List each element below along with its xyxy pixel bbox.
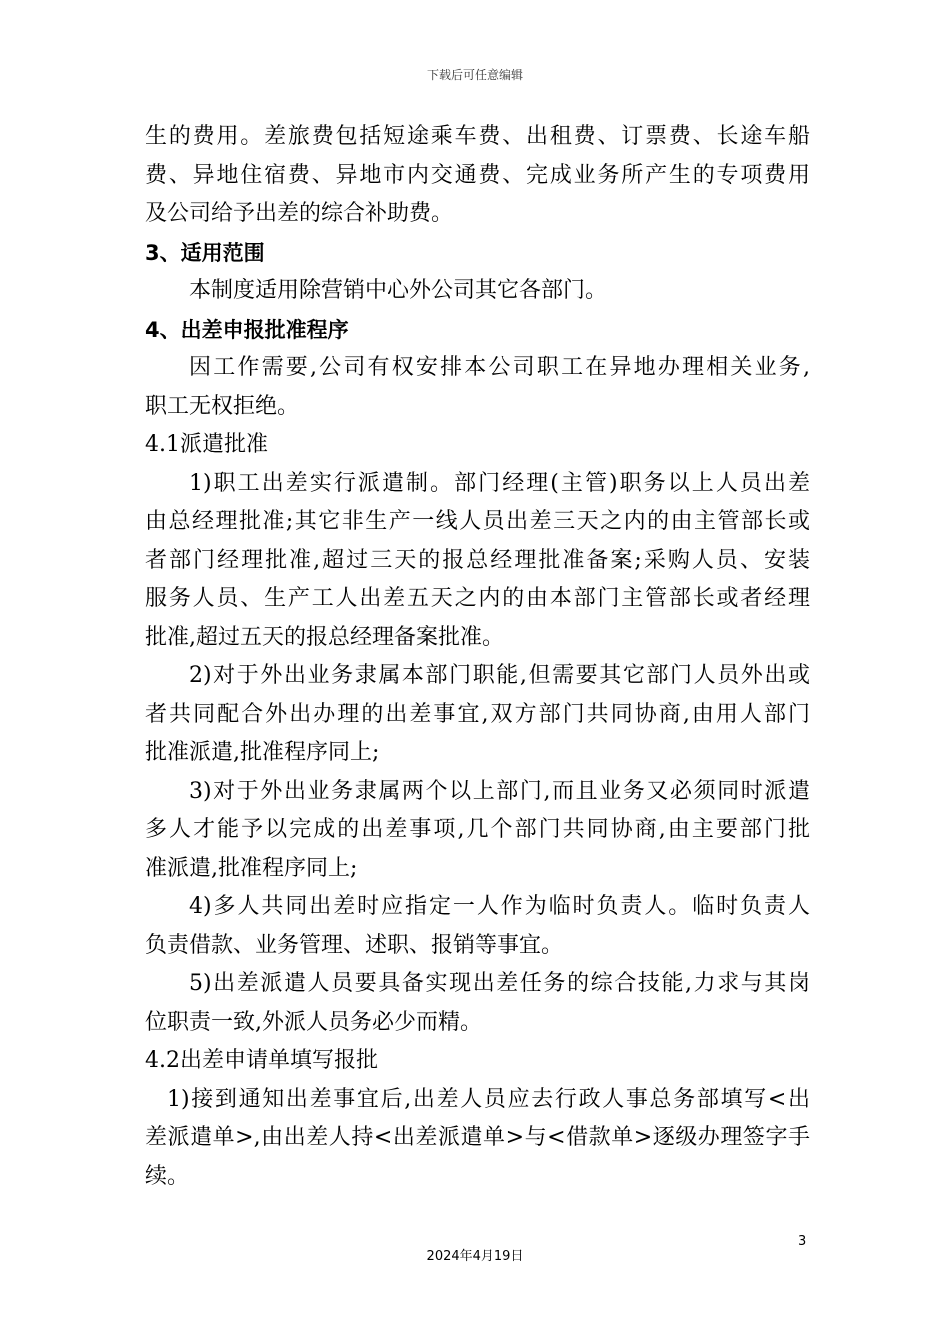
- footer-date: 2024年4月19日: [426, 1249, 524, 1264]
- body-line: 差派遣单>,由出差人持<出差派遣单>与<借款单>逐级办理签字手: [145, 1125, 810, 1150]
- section-heading: 3、适用范围: [145, 240, 265, 265]
- body-line: 批准派遣,批准程序同上;: [145, 740, 380, 765]
- body-line: 因工作需要,公司有权安排本公司职工在异地办理相关业务,: [189, 355, 810, 380]
- body-line: 服务人员、生产工人出差五天之内的由本部门主管部长或者经理: [145, 586, 810, 611]
- header-note: 下载后可任意编辑: [426, 68, 523, 82]
- body-line: 及公司给予出差的综合补助费。: [145, 201, 454, 226]
- body-line: 4)多人共同出差时应指定一人作为临时负责人。临时负责人: [189, 894, 810, 919]
- body-line: 2)对于外出业务隶属本部门职能,但需要其它部门人员外出或: [189, 663, 810, 688]
- body-line: 生的费用。差旅费包括短途乘车费、出租费、订票费、长途车船: [145, 124, 810, 149]
- body-line: 1)接到通知出差事宜后,出差人员应去行政人事总务部填写<出: [167, 1086, 810, 1112]
- body-line: 费、异地住宿费、异地市内交通费、完成业务所产生的专项费用: [145, 162, 810, 188]
- document-body: [145, 118, 810, 1196]
- body-line: 3)对于外出业务隶属两个以上部门,而且业务又必须同时派遣: [189, 778, 810, 804]
- body-line: 负责借款、业务管理、述职、报销等事宜。: [145, 932, 564, 958]
- body-line: 4.2出差申请单填写报批: [145, 1048, 378, 1073]
- body-line: 者部门经理批准,超过三天的报总经理批准备案;采购人员、安装: [145, 547, 810, 573]
- body-line: 1)职工出差实行派遣制。部门经理(主管)职务以上人员出差: [189, 470, 810, 496]
- body-line: 本制度适用除营销中心外公司其它各部门。: [189, 278, 608, 303]
- body-line: 多人才能予以完成的出差事项,几个部门共同协商,由主要部门批: [145, 817, 810, 842]
- body-line: 位职责一致,外派人员务必少而精。: [145, 1009, 482, 1035]
- section-heading: 4、出差申报批准程序: [145, 317, 349, 342]
- body-line: 5)出差派遣人员要具备实现出差任务的综合技能,力求与其岗: [189, 971, 810, 996]
- body-line: 职工无权拒绝。: [145, 393, 300, 419]
- body-line: 4.1派遣批准: [145, 432, 268, 457]
- body-line: 者共同配合外出办理的出差事宜,双方部门共同协商,由用人部门: [145, 701, 810, 727]
- body-line: 续。: [145, 1163, 190, 1189]
- body-line: 批准,超过五天的报总经理备案批准。: [145, 624, 504, 650]
- page-number: 3: [798, 1234, 807, 1249]
- body-line: 准派遣,批准程序同上;: [145, 855, 358, 881]
- body-line: 由总经理批准;其它非生产一线人员出差三天之内的由主管部长或: [145, 509, 810, 534]
